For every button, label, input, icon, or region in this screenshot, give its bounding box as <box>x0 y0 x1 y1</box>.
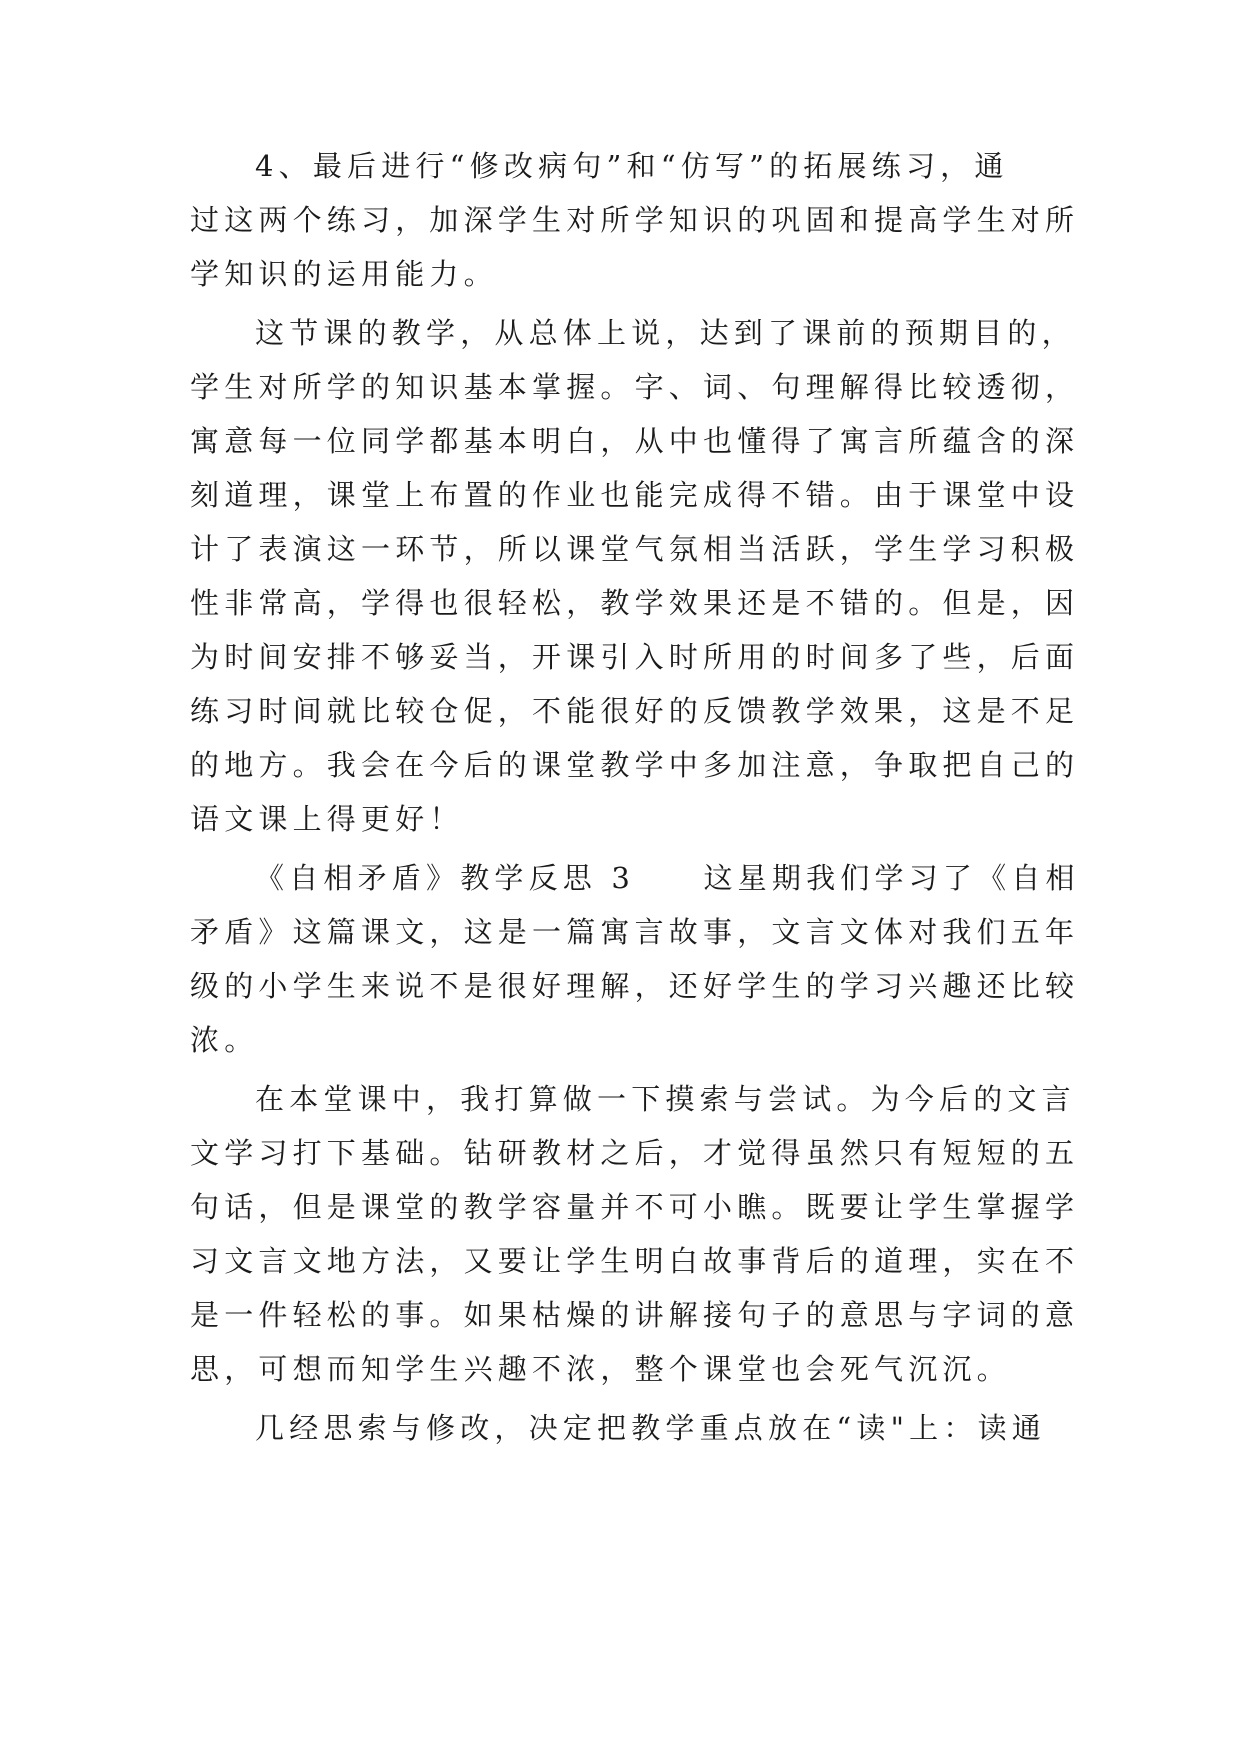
text-line: 计了表演这一环节，所以课堂气氛相当活跃，学生学习积极 <box>190 532 1080 566</box>
text-line: 在本堂课中，我打算做一下摸索与尝试。为今后的文言 <box>255 1082 1076 1116</box>
text-line: 矛盾》这篇课文，这是一篇寓言故事，文言文体对我们五年 <box>190 915 1080 949</box>
text-line: 过这两个练习，加深学生对所学知识的巩固和提高学生对所 <box>190 203 1080 237</box>
text-line: 思，可想而知学生兴趣不浓，整个课堂也会死气沉沉。 <box>190 1352 1011 1386</box>
text-line: 4、最后进行“修改病句”和“仿写”的拓展练习，通 <box>255 149 1009 183</box>
text-line: 寓意每一位同学都基本明白，从中也懂得了寓言所蕴含的深 <box>190 424 1080 458</box>
text-line: 几经思索与修改，决定把教学重点放在“读"上：读通 <box>255 1411 1046 1445</box>
text-line: 是一件轻松的事。如果枯燥的讲解接句子的意思与字词的意 <box>190 1298 1080 1332</box>
text-line: 为时间安排不够妥当，开课引入时所用的时间多了些，后面 <box>190 640 1080 674</box>
text-line: 这节课的教学，从总体上说，达到了课前的预期目的， <box>255 316 1076 350</box>
text-line: 句话，但是课堂的教学容量并不可小瞧。既要让学生掌握学 <box>190 1190 1080 1224</box>
text-line: 语文课上得更好！ <box>190 802 464 836</box>
text-line: 《自相矛盾》教学反思 3 这星期我们学习了《自相 <box>255 861 1080 895</box>
text-line: 浓。 <box>190 1023 259 1057</box>
text-line: 级的小学生来说不是很好理解，还好学生的学习兴趣还比较 <box>190 969 1080 1003</box>
text-line: 学知识的运用能力。 <box>190 257 498 291</box>
text-line: 的地方。我会在今后的课堂教学中多加注意，争取把自己的 <box>190 748 1080 782</box>
text-line: 学生对所学的知识基本掌握。字、词、句理解得比较透彻， <box>190 370 1080 404</box>
text-line: 练习时间就比较仓促，不能很好的反馈教学效果，这是不足 <box>190 694 1080 728</box>
text-line: 性非常高，学得也很轻松，教学效果还是不错的。但是，因 <box>190 586 1080 620</box>
text-line: 文学习打下基础。钻研教材之后，才觉得虽然只有短短的五 <box>190 1136 1080 1170</box>
text-line: 习文言文地方法，又要让学生明白故事背后的道理，实在不 <box>190 1244 1080 1278</box>
text-line: 刻道理，课堂上布置的作业也能完成得不错。由于课堂中设 <box>190 478 1080 512</box>
